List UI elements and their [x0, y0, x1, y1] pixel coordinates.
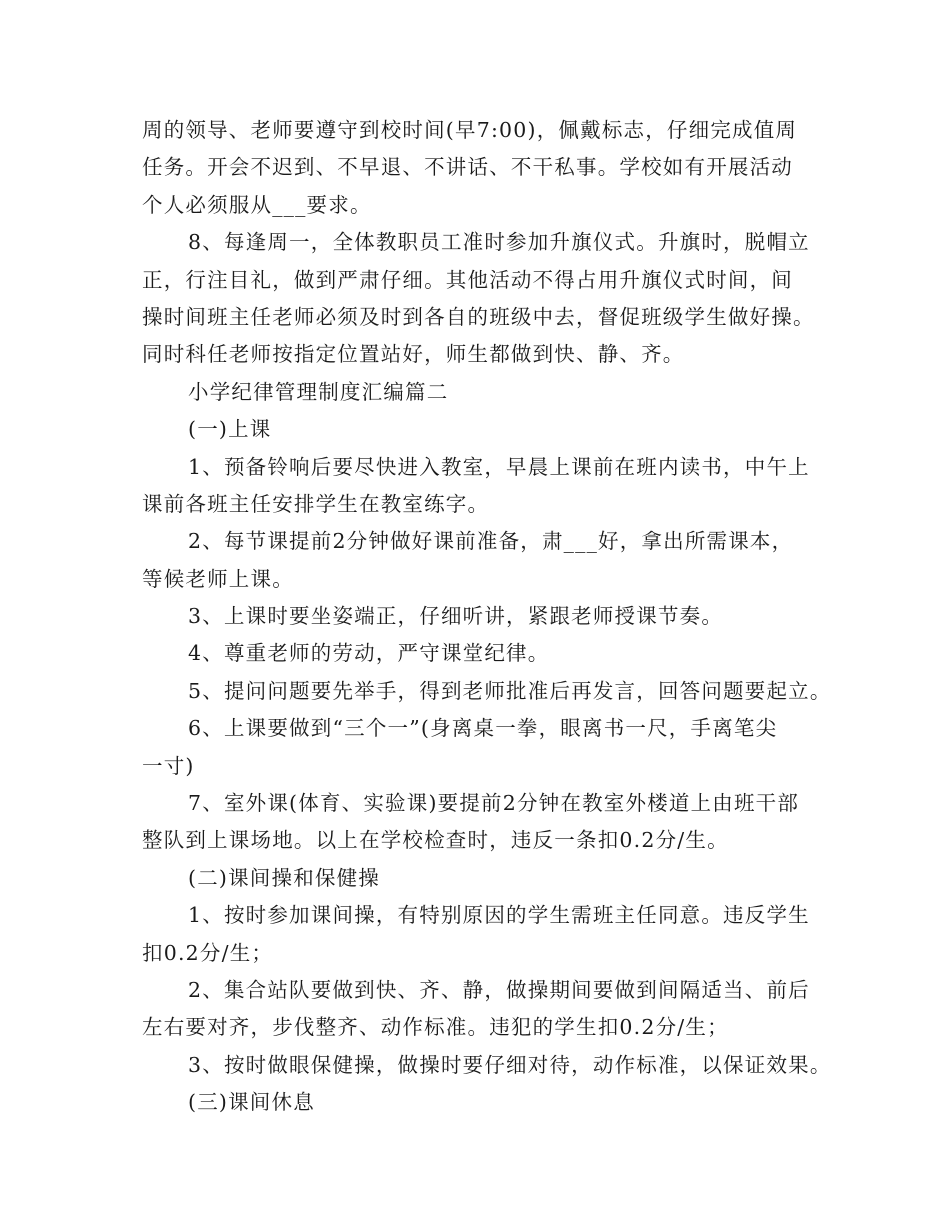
- text-line: 周的领导、老师要遵守到校时间(早7:00)，佩戴标志，仔细完成值周: [142, 118, 798, 142]
- text-line: 一寸): [142, 753, 195, 778]
- text-line: 5、提问问题要先举手，得到老师批准后再发言，回答问题要起立。: [188, 678, 832, 703]
- text-line: (三)课间休息: [188, 1090, 315, 1115]
- text-line: 个人必须服从___要求。: [142, 192, 372, 217]
- text-line: 8、每逢周一，全体教职员工准时参加升旗仪式。升旗时，脱帽立: [188, 230, 810, 255]
- text-line: 2、每节课提前2分钟做好课前准备，肃___好，拿出所需课本，: [188, 529, 794, 554]
- text-line: 小学纪律管理制度汇编篇二: [188, 379, 449, 404]
- text-line: 整队到上课场地。以上在学校检查时，违反一条扣0.2分/生。: [142, 828, 729, 853]
- text-line: 扣0.2分/生；: [142, 940, 274, 965]
- text-line: 1、按时参加课间操，有特别原因的学生需班主任同意。违反学生: [188, 903, 810, 928]
- document-body: [142, 112, 832, 1122]
- text-line: 任务。开会不迟到、不早退、不讲话、不干私事。学校如有开展活动: [142, 155, 793, 180]
- text-line: 4、尊重老师的劳动，严守课堂纪律。: [188, 641, 550, 666]
- text-line: 6、上课要做到“三个一”(身离桌一拳，眼离书一尺，手离笔尖: [188, 716, 778, 741]
- text-line: 正，行注目礼，做到严肃仔细。其他活动不得占用升旗仪式时间，间: [142, 267, 793, 292]
- text-line: 7、室外课(体育、实验课)要提前2分钟在教室外楼道上由班干部: [188, 791, 800, 816]
- text-line: 左右要对齐，步伐整齐、动作标准。违犯的学生扣0.2分/生；: [142, 1015, 729, 1040]
- text-line: 2、集合站队要做到快、齐、静，做操期间要做到间隔适当、前后: [188, 977, 810, 1002]
- text-line: 等候老师上课。: [142, 566, 294, 591]
- text-line: 3、按时做眼保健操，做操时要仔细对待，动作标准，以保证效果。: [188, 1052, 832, 1077]
- text-line: 课前各班主任安排学生在教室练字。: [142, 491, 490, 516]
- text-line: 3、上课时要坐姿端正，仔细听讲，紧跟老师授课节奏。: [188, 604, 724, 629]
- text-line: (一)上课: [188, 417, 272, 442]
- text-line: 同时科任老师按指定位置站好，师生都做到快、静、齐。: [142, 342, 685, 367]
- text-line: (二)课间操和保健操: [188, 865, 380, 890]
- text-line: 1、预备铃响后要尽快进入教室，早晨上课前在班内读书，中午上: [188, 454, 810, 479]
- text-line: 操时间班主任老师必须及时到各自的班级中去，督促班级学生做好操。: [142, 304, 815, 329]
